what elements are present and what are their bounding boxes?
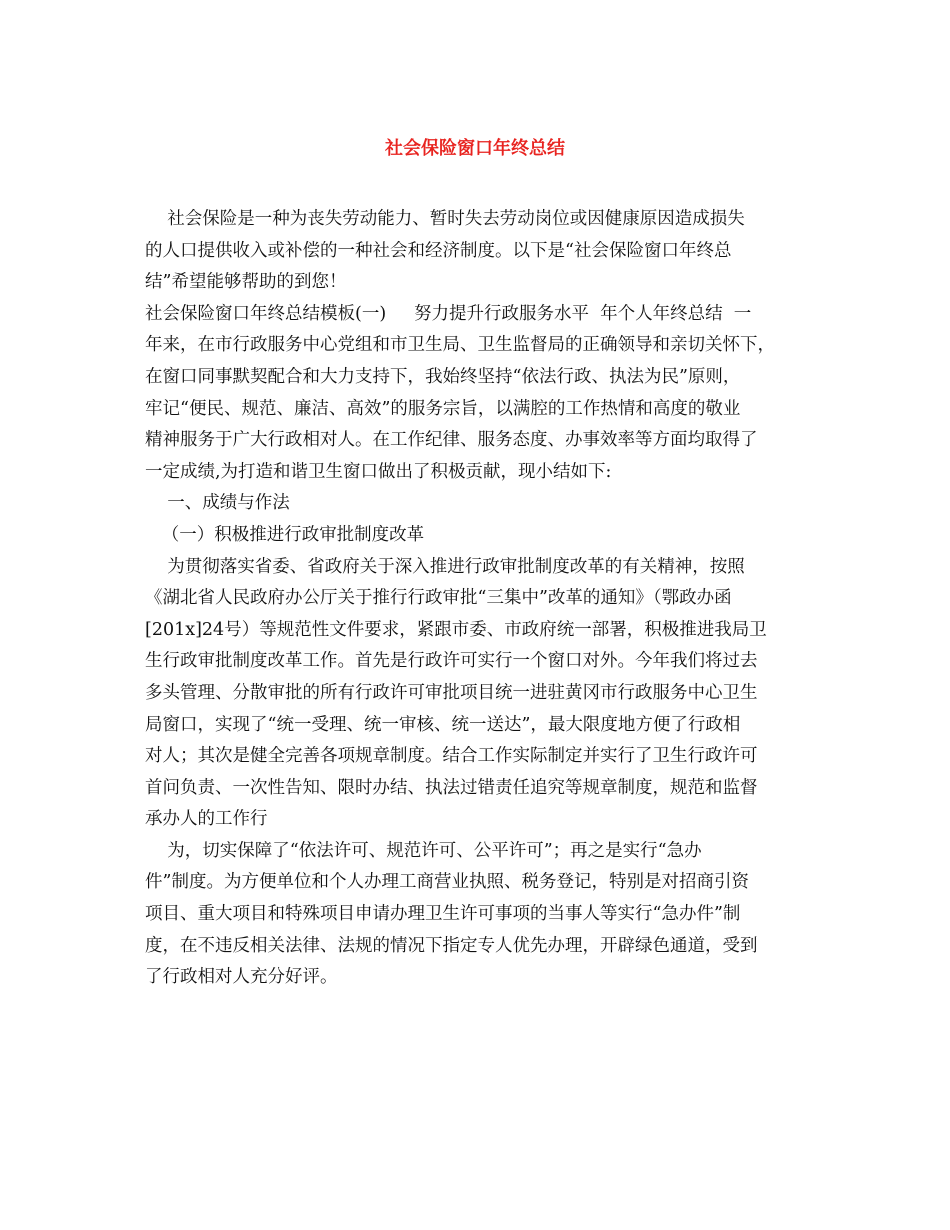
text-line: 牢记“便民、规范、廉洁、高效”的服务宗旨，以满腔的工作热情和高度的敬业: [145, 398, 741, 419]
text-line: 的人口提供收入或补偿的一种社会和经济制度。以下是“社会保险窗口年终总: [145, 240, 732, 261]
subsection-heading: （一）积极推进行政审批制度改革: [145, 524, 425, 545]
text-line: 为，切实保障了“依法许可、规范许可、公平许可”；再之是实行“急办: [145, 840, 702, 861]
text-line: 在窗口同事默契配合和大力支持下，我始终坚持“依法行政、执法为民”原则，: [145, 366, 741, 387]
document-body: [145, 204, 810, 994]
text-line: 年来，在市行政服务中心党组和市卫生局、卫生监督局的正确领导和亲切关怀下，: [145, 335, 775, 356]
text-line: 为贯彻落实省委、省政府关于深入推进行政审批制度改革的有关精神，按照: [145, 556, 745, 577]
text-line: 项目、重大项目和特殊项目申请办理卫生许可事项的当事人等实行“急办件”制: [145, 904, 741, 925]
text-line: 多头管理、分散审批的所有行政许可审批项目统一进驻黄冈市行政服务中心卫生: [145, 682, 758, 703]
text-line: 生行政审批制度改革工作。首先是行政许可实行一个窗口对外。今年我们将过去: [145, 651, 758, 672]
text-line: [201x]24号）等规范性文件要求，紧跟市委、市政府统一部署，积极推进我局卫: [145, 619, 767, 640]
text-line: 局窗口，实现了“统一受理、统一审核、统一送达”，最大限度地方便了行政相: [145, 714, 741, 735]
text-line: 结”希望能够帮助的到您！: [145, 272, 347, 293]
text-line: 社会保险窗口年终总结模板(一) 努力提升行政服务水平 年个人年终总结 一: [145, 303, 752, 324]
text-line: 社会保险是一种为丧失劳动能力、暂时失去劳动岗位或因健康原因造成损失: [145, 209, 745, 229]
text-line: 了行政相对人充分好评。: [145, 967, 338, 988]
text-line: 首问负责、一次性告知、限时办结、执法过错责任追究等规章制度，规范和监督: [145, 777, 758, 798]
text-line: 一定成绩,为打造和谐卫生窗口做出了积极贡献，现小结如下:: [145, 461, 612, 482]
text-line: 《湖北省人民政府办公厅关于推行行政审批“三集中”改革的通知》（鄂政办函: [145, 588, 732, 609]
text-line: 件”制度。为方便单位和个人办理工商营业执照、税务登记，特别是对招商引资: [145, 872, 749, 893]
text-line: 对人；其次是健全完善各项规章制度。结合工作实际制定并实行了卫生行政许可: [145, 746, 758, 767]
text-line: 精神服务于广大行政相对人。在工作纪律、服务态度、办事效率等方面均取得了: [145, 430, 758, 451]
document-title: 社会保险窗口年终总结: [385, 138, 565, 159]
text-line: 度，在不违反相关法律、法规的情况下指定专人优先办理，开辟绿色通道，受到: [145, 935, 758, 956]
section-heading: 一、成绩与作法: [145, 493, 290, 514]
text-line: 承办人的工作行: [145, 809, 268, 830]
